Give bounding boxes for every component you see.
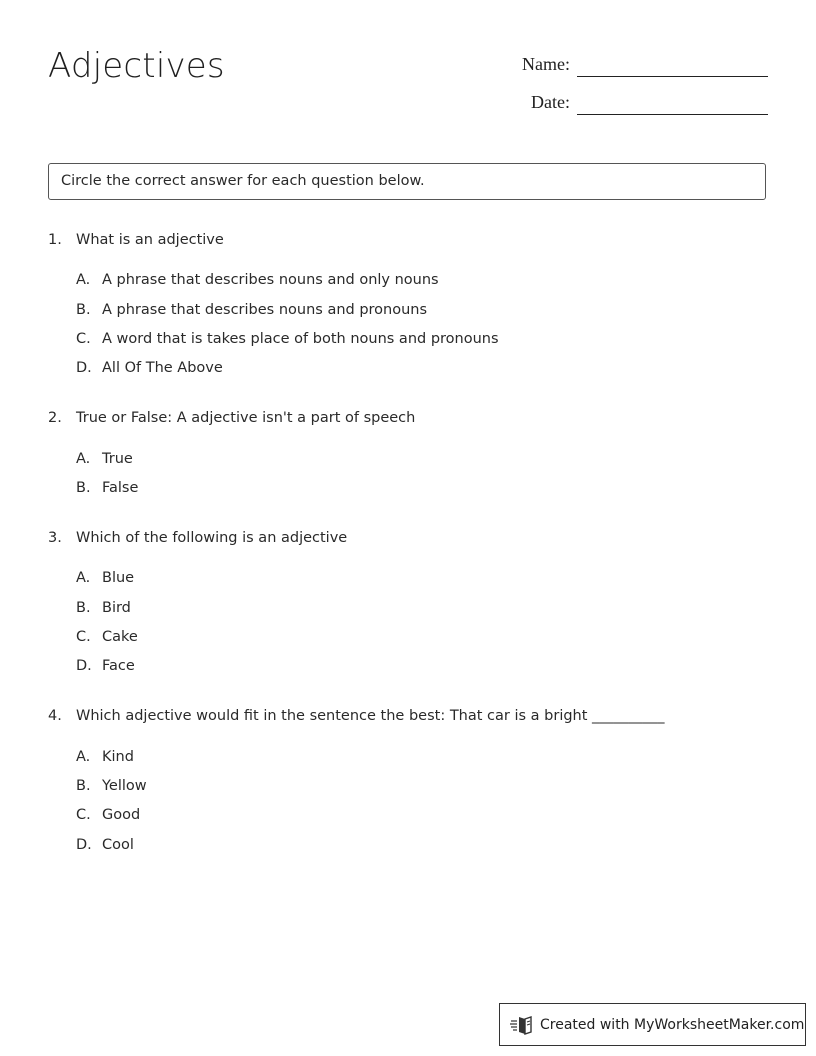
answer-option[interactable] bbox=[76, 302, 427, 318]
date-line[interactable] bbox=[577, 114, 768, 115]
option-text: Yellow bbox=[102, 778, 147, 794]
option-text: All Of The Above bbox=[102, 360, 223, 376]
question-number: 2. bbox=[48, 410, 62, 426]
answer-option[interactable] bbox=[76, 837, 134, 853]
option-letter: B. bbox=[76, 600, 91, 616]
question-text: True or False: A adjective isn't a part of speech bbox=[76, 410, 416, 426]
answer-option[interactable] bbox=[76, 629, 138, 645]
question-text: What is an adjective bbox=[76, 232, 224, 248]
option-letter: B. bbox=[76, 480, 91, 496]
answer-option[interactable] bbox=[76, 360, 223, 376]
answer-option[interactable] bbox=[76, 778, 147, 794]
name-line[interactable] bbox=[577, 76, 768, 77]
question bbox=[48, 232, 224, 248]
question-text: Which adjective would fit in the sentence the best: That car is a bright __________ bbox=[76, 708, 665, 724]
option-text: A phrase that describes nouns and only nouns bbox=[102, 272, 439, 288]
question-number: 4. bbox=[48, 708, 62, 724]
answer-option[interactable] bbox=[76, 658, 135, 674]
answer-option[interactable] bbox=[76, 451, 133, 467]
option-text: Good bbox=[102, 807, 141, 823]
question bbox=[48, 708, 665, 724]
option-letter: B. bbox=[76, 778, 91, 794]
option-text: Face bbox=[102, 658, 135, 674]
answer-option[interactable] bbox=[76, 749, 134, 765]
option-letter: C. bbox=[76, 331, 91, 347]
book-logo-icon bbox=[510, 1015, 534, 1035]
option-letter: C. bbox=[76, 807, 91, 823]
date-label: Date: bbox=[531, 92, 570, 112]
option-text: A word that is takes place of both nouns and pronouns bbox=[102, 331, 499, 347]
option-letter: A. bbox=[76, 451, 91, 467]
date-field bbox=[500, 92, 570, 114]
option-text: A phrase that describes nouns and pronouns bbox=[102, 302, 428, 318]
option-text: Kind bbox=[102, 749, 134, 765]
answer-option[interactable] bbox=[76, 272, 439, 288]
footer-badge[interactable] bbox=[499, 1003, 806, 1046]
question-number: 3. bbox=[48, 530, 62, 546]
option-letter: A. bbox=[76, 749, 91, 765]
answer-option[interactable] bbox=[76, 570, 134, 586]
name-label: Name: bbox=[522, 54, 570, 74]
question bbox=[48, 410, 415, 426]
option-letter: D. bbox=[76, 837, 92, 853]
answer-option[interactable] bbox=[76, 807, 140, 823]
footer-text: Created with MyWorksheetMaker.com bbox=[540, 1017, 805, 1033]
name-field bbox=[500, 54, 570, 76]
option-letter: D. bbox=[76, 360, 92, 376]
answer-option[interactable] bbox=[76, 600, 131, 616]
option-letter: A. bbox=[76, 272, 91, 288]
answer-option[interactable] bbox=[76, 480, 138, 496]
option-text: Cake bbox=[102, 629, 138, 645]
option-letter: C. bbox=[76, 629, 91, 645]
option-text: Cool bbox=[102, 837, 134, 853]
question bbox=[48, 530, 347, 546]
answer-option[interactable] bbox=[76, 331, 499, 347]
instruction-text: Circle the correct answer for each question below. bbox=[61, 173, 425, 189]
option-text: Bird bbox=[102, 600, 131, 616]
option-text: True bbox=[102, 451, 133, 467]
option-text: Blue bbox=[102, 570, 135, 586]
question-number: 1. bbox=[48, 232, 62, 248]
instruction-box bbox=[48, 163, 766, 200]
option-text: False bbox=[102, 480, 139, 496]
question-text: Which of the following is an adjective bbox=[76, 530, 348, 546]
option-letter: D. bbox=[76, 658, 92, 674]
option-letter: B. bbox=[76, 302, 91, 318]
option-letter: A. bbox=[76, 570, 91, 586]
page-title: Adjectives bbox=[48, 46, 225, 86]
